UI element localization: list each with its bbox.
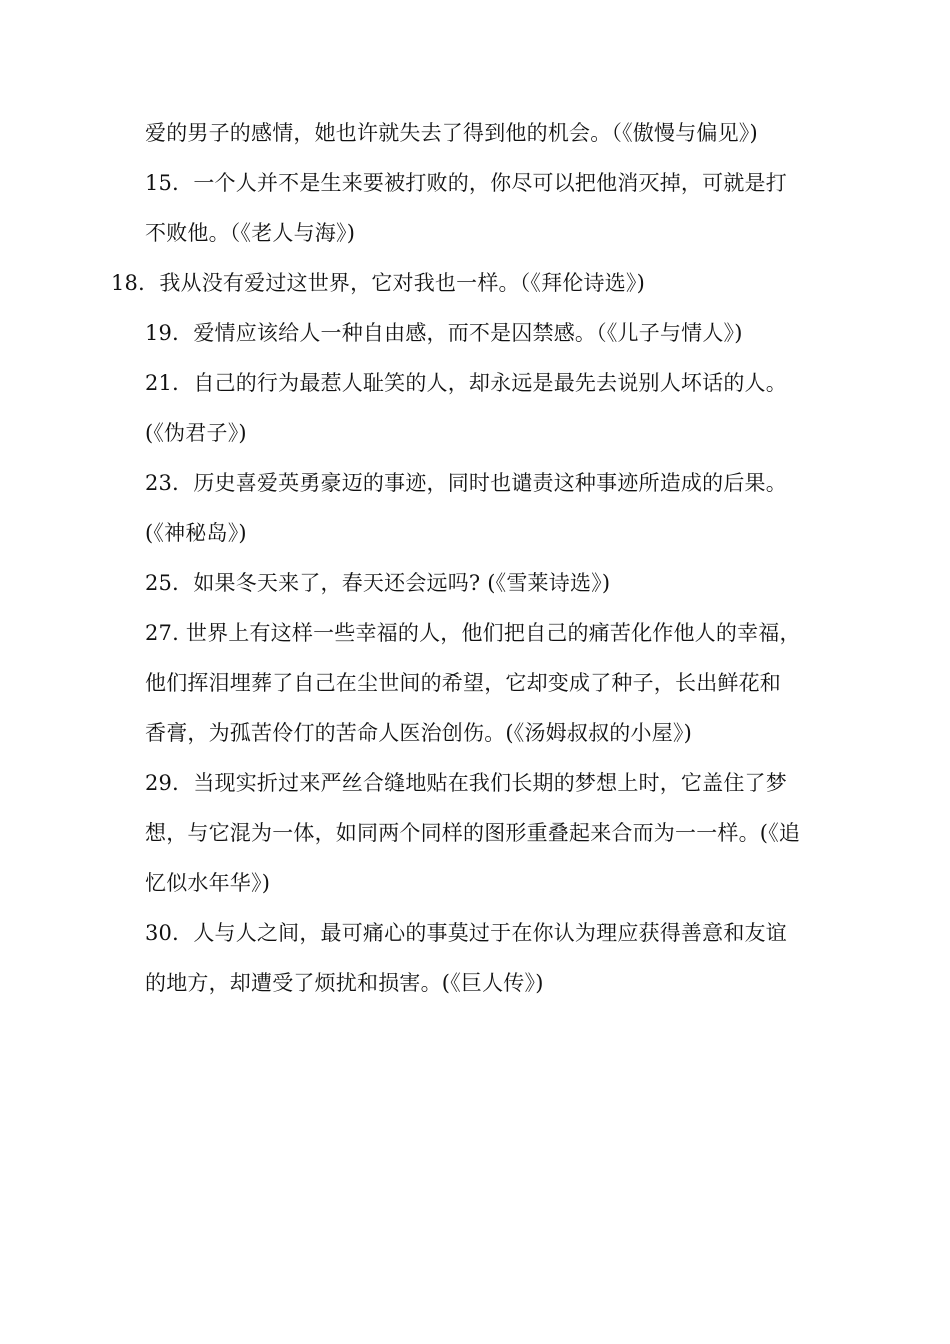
text-line: 25．如果冬天来了，春天还会远吗? (《雪莱诗选》) [145,571,611,595]
text-line: 爱的男子的感情，她也许就失去了得到他的机会。（《傲慢与偏见》) [145,121,758,145]
text-line: 香膏，为孤苦伶仃的苦命人医治创伤。(《汤姆叔叔的小屋》) [145,721,692,745]
text-line: 的地方，却遭受了烦扰和损害。(《巨人传》) [145,971,544,995]
text-line: 他们挥泪埋葬了自己在尘世间的希望，它却变成了种子，长出鲜花和 [145,671,781,695]
text-line: 30．人与人之间，最可痛心的事莫过于在你认为理应获得善意和友谊 [145,921,787,945]
text-line: 29．当现实折过来严丝合缝地贴在我们长期的梦想上时，它盖住了梦 [145,771,787,795]
text-line: 18．我从没有爱过这世界，它对我也一样。（《拜伦诗选》) [111,271,646,295]
text-line: 27. 世界上有这样一些幸福的人，他们把自己的痛苦化作他人的幸福， [145,621,801,645]
text-line: 21．自己的行为最惹人耻笑的人，却永远是最先去说别人坏话的人。 [145,371,787,395]
text-line: 19．爱情应该给人一种自由感，而不是囚禁感。（《儿子与情人》) [145,321,743,345]
text-line: 忆似水年华》) [145,871,271,895]
text-line: 15．一个人并不是生来要被打败的，你尽可以把他消灭掉，可就是打 [145,171,787,195]
text-line: 不败他。（《老人与海》) [145,221,356,245]
text-line: (《伪君子》) [145,421,247,445]
text-line: 想，与它混为一体，如同两个同样的图形重叠起来合而为一一样。(《追 [145,821,801,845]
text-line: 23．历史喜爱英勇豪迈的事迹，同时也谴责这种事迹所造成的后果。 [145,471,787,495]
text-line: (《神秘岛》) [145,521,247,545]
